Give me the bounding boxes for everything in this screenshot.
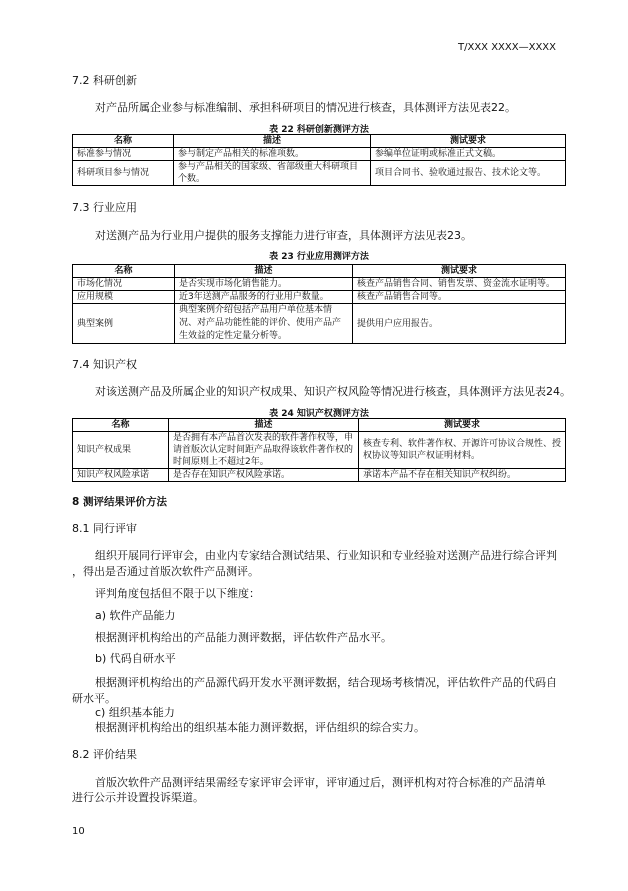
table-22: [72, 134, 566, 186]
table-cell: 核查产品销售合同、销售发票、资金流水证明等。: [353, 278, 566, 291]
table-23: [72, 264, 566, 344]
table-cell: 参与制定产品相关的标准项数。: [174, 148, 371, 161]
column-header: 测试要求: [353, 265, 566, 278]
column-header: 描述: [175, 265, 353, 278]
column-header: 名称: [73, 265, 175, 278]
table-cell: 近3年送测产品服务的行业用户数量。: [175, 291, 353, 304]
list-item-title: c) 组织基本能力: [95, 706, 175, 719]
column-header: 测试要求: [371, 135, 566, 148]
section-heading-8-1: 8.1 同行评审: [72, 522, 137, 535]
table-cell: 是否实现市场化销售能力。: [175, 278, 353, 291]
column-header: 名称: [73, 135, 174, 148]
column-header: 名称: [73, 419, 169, 432]
table-row: [73, 469, 566, 482]
column-header: 描述: [174, 135, 371, 148]
table-cell: 承诺本产品不存在相关知识产权纠纷。: [359, 469, 566, 482]
section-heading-7-2: 7.2 科研创新: [72, 74, 137, 87]
table-cell: 标准参与情况: [73, 148, 174, 161]
table-row: [73, 161, 566, 186]
table-cell: 提供用户应用报告。: [353, 304, 566, 344]
table-cell: 应用规模: [73, 291, 175, 304]
section-heading-7-3: 7.3 行业应用: [72, 201, 137, 214]
paragraph: 首版次软件产品测评结果需经专家评审会评审，评审通过后，测评机构对符合标准的产品清单: [95, 776, 546, 789]
paragraph: 根据测评机构给出的产品能力测评数据，评估软件产品水平。: [95, 631, 392, 644]
paragraph-continuation: 研水平。: [72, 692, 116, 705]
table-cell: 科研项目参与情况: [73, 161, 174, 186]
document-code: T/XXX XXXX—XXXX: [457, 42, 556, 53]
page-number: 10: [72, 826, 85, 837]
section-heading-8-2: 8.2 评价结果: [72, 748, 137, 761]
paragraph-continuation: 进行公示并设置投诉渠道。: [72, 791, 204, 804]
paragraph: 对该送测产品及所属企业的知识产权成果、知识产权风险等情况进行核查，具体测评方法见表24。: [95, 385, 571, 398]
table-cell: 核查专利、软件著作权、开源许可协议合规性、授权协议等知识产权证明材料。: [359, 432, 566, 469]
column-header: 描述: [169, 419, 359, 432]
table-row: [73, 278, 566, 291]
table-row: [73, 432, 566, 469]
table-cell: 知识产权成果: [73, 432, 169, 469]
paragraph: 对送测产品为行业用户提供的服务支撑能力进行审查，具体测评方法见表23。: [95, 229, 472, 242]
table-cell: 市场化情况: [73, 278, 175, 291]
table-cell: 知识产权风险承诺: [73, 469, 169, 482]
paragraph-continuation: ，得出是否通过首版次软件产品测评。: [72, 565, 259, 578]
section-heading-7-4: 7.4 知识产权: [72, 358, 137, 371]
table-caption: 表 22 科研创新测评方法: [269, 125, 369, 135]
table-cell: 是否存在知识产权风险承诺。: [169, 469, 359, 482]
section-heading-8: 8 测评结果评价方法: [72, 496, 167, 508]
table-cell: 核查产品销售合同等。: [353, 291, 566, 304]
paragraph: 评判角度包括但不限于以下维度：: [95, 587, 260, 600]
table-cell: 典型案例: [73, 304, 175, 344]
paragraph: 组织开展同行评审会，由业内专家结合测试结果、行业知识和专业经验对送测产品进行综合评判: [95, 549, 557, 562]
list-item-title: a) 软件产品能力: [95, 609, 176, 622]
table-cell: 参编单位证明或标准正式文稿。: [371, 148, 566, 161]
table-row: [73, 148, 566, 161]
table-caption: 表 23 行业应用测评方法: [269, 252, 369, 262]
table-24: [72, 418, 566, 482]
paragraph: 根据测评机构给出的产品源代码开发水平测评数据，结合现场考核情况，评估软件产品的代码自: [95, 676, 557, 689]
table-row: [73, 304, 566, 344]
table-cell: 项目合同书、验收通过报告、技术论文等。: [371, 161, 566, 186]
table-row: [73, 291, 566, 304]
table-cell: 参与产品相关的国家级、省部级重大科研项目个数。: [174, 161, 371, 186]
paragraph: 根据测评机构给出的组织基本能力测评数据，评估组织的综合实力。: [95, 721, 425, 734]
paragraph: 对产品所属企业参与标准编制、承担科研项目的情况进行核查，具体测评方法见表22。: [95, 101, 516, 114]
table-cell: 典型案例介绍包括产品用户单位基本情况、对产品功能性能的评价、使用产品产生效益的定性定量分析等。: [175, 304, 353, 344]
table-header-row: [73, 419, 566, 432]
list-item-title: b) 代码自研水平: [95, 652, 176, 665]
column-header: 测试要求: [359, 419, 566, 432]
table-header-row: [73, 265, 566, 278]
table-cell: 是否拥有本产品首次发表的软件著作权等，申请首版次认定时间距产品取得该软件著作权的时间原则上不超过2年。: [169, 432, 359, 469]
table-caption: 表 24 知识产权测评方法: [269, 409, 369, 419]
table-header-row: [73, 135, 566, 148]
